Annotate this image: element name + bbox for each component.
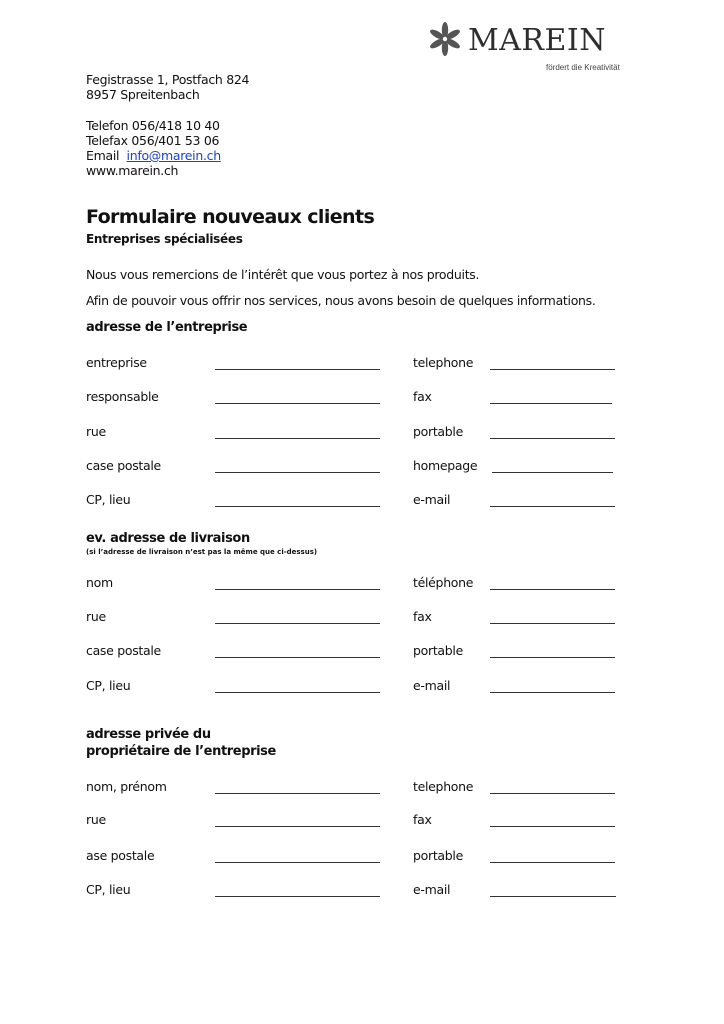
label-portable: portable [413,424,463,439]
field-delivery-fax[interactable] [490,623,615,624]
fax-number: Telefax 056/401 53 06 [86,133,220,148]
intro-text-1: Nous vous remercions de l’intérêt que vous portez à nos produits. [86,267,480,282]
field-email[interactable] [490,506,615,507]
email-link[interactable]: info@marein.ch [126,148,221,163]
field-owner-nom-prenom[interactable] [215,793,380,794]
flower-icon [428,22,462,56]
label-cp-lieu: CP, lieu [86,492,131,507]
label-delivery-portable: portable [413,643,463,658]
email-line [86,148,221,163]
label-telephone: telephone [413,355,474,370]
label-owner-email: e-mail [413,882,451,897]
field-case-postale[interactable] [215,472,380,473]
field-cp-lieu[interactable] [215,506,380,507]
field-owner-portable[interactable] [490,862,615,863]
email-label: Email [86,148,120,163]
field-owner-case-postale[interactable] [215,862,380,863]
label-delivery-case-postale: case postale [86,643,161,658]
label-nom: nom [86,575,113,590]
field-owner-fax[interactable] [490,826,615,827]
label-entreprise: entreprise [86,355,147,370]
website: www.marein.ch [86,163,179,178]
intro-text-2: Afin de pouvoir vous offrir nos services, nous avons besoin de quelques informations. [86,293,596,308]
label-rue: rue [86,424,106,439]
field-delivery-email[interactable] [490,692,615,693]
label-delivery-cp-lieu: CP, lieu [86,678,131,693]
marein-logo [428,18,638,78]
label-nom-prenom: nom, prénom [86,779,167,794]
delivery-note: (si l’adresse de livraison n’est pas la même que ci-dessus) [86,548,318,556]
label-owner-case-postale: ase postale [86,848,155,863]
label-delivery-fax: fax [413,609,432,624]
field-responsable[interactable] [215,403,380,404]
field-delivery-nom[interactable] [215,589,380,590]
section-heading-delivery: ev. adresse de livraison [86,531,250,546]
field-delivery-case-postale[interactable] [215,657,380,658]
brand-name: MAREIN [468,23,606,58]
field-owner-cp-lieu[interactable] [215,896,380,897]
field-fax[interactable] [490,403,612,404]
field-owner-telephone[interactable] [490,793,615,794]
field-rue[interactable] [215,438,380,439]
label-homepage: homepage [413,458,478,473]
phone-number: Telefon 056/418 10 40 [86,118,220,133]
label-case-postale: case postale [86,458,161,473]
section-heading-company: adresse de l’entreprise [86,320,248,335]
brand-tagline: fördert die Kreativität [546,63,620,72]
label-owner-fax: fax [413,812,432,827]
label-delivery-rue: rue [86,609,106,624]
label-delivery-telephone: téléphone [413,575,474,590]
label-owner-rue: rue [86,812,106,827]
label-fax: fax [413,389,432,404]
label-responsable: responsable [86,389,159,404]
field-entreprise[interactable] [215,369,380,370]
field-delivery-cp-lieu[interactable] [215,692,380,693]
field-delivery-rue[interactable] [215,623,380,624]
field-telephone[interactable] [490,369,615,370]
label-owner-telephone: telephone [413,779,474,794]
section-heading-owner-1: adresse privée du [86,727,211,742]
label-owner-cp-lieu: CP, lieu [86,882,131,897]
label-owner-portable: portable [413,848,463,863]
field-portable[interactable] [490,438,615,439]
field-delivery-portable[interactable] [490,657,615,658]
field-homepage[interactable] [492,472,613,473]
field-owner-email[interactable] [490,896,616,897]
form-subtitle: Entreprises spécialisées [86,232,243,246]
label-delivery-email: e-mail [413,678,451,693]
section-heading-owner-2: propriétaire de l’entreprise [86,744,276,759]
label-email: e-mail [413,492,451,507]
field-owner-rue[interactable] [215,826,380,827]
address-city: 8957 Spreitenbach [86,87,200,102]
form-title: Formulaire nouveaux clients [86,206,375,228]
field-delivery-telephone[interactable] [490,589,615,590]
address-street: Fegistrasse 1, Postfach 824 [86,72,250,87]
